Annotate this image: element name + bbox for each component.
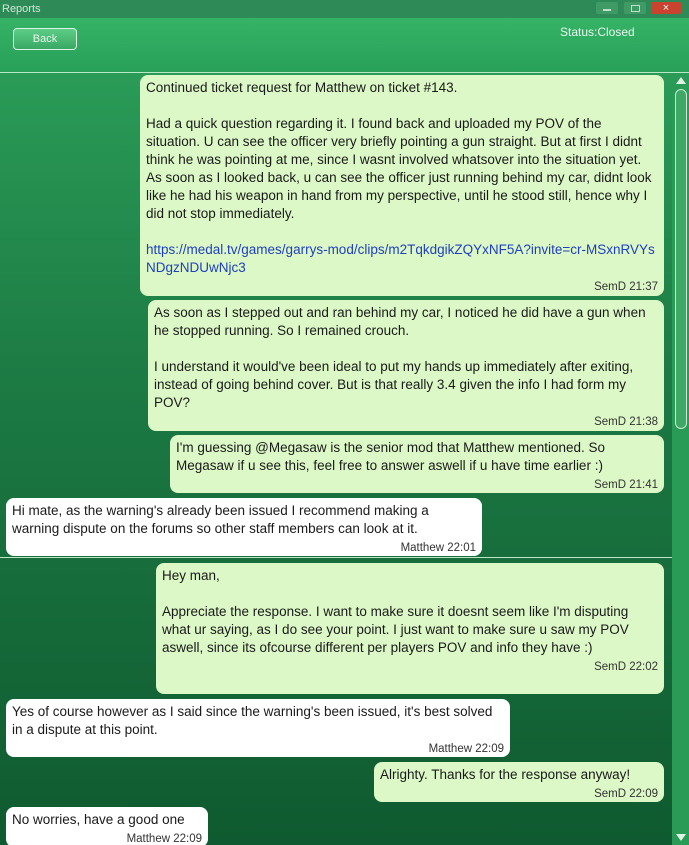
scroll-down-icon[interactable] bbox=[676, 834, 686, 841]
message-meta: Matthew 22:09 bbox=[126, 833, 202, 845]
message-bubble bbox=[6, 807, 208, 845]
message-meta: SemD 21:41 bbox=[594, 479, 658, 491]
message-text: Alrighty. Thanks for the response anyway! bbox=[380, 767, 631, 782]
message-text: Hi mate, as the warning's already been issued I recommend making a warning dispute on the forums so other staff members can look at it. bbox=[12, 503, 433, 536]
divider bbox=[0, 557, 672, 558]
message-bubble bbox=[6, 498, 482, 556]
back-button[interactable]: Back bbox=[13, 28, 77, 50]
message-text: As soon as I stepped out and ran behind my car, I noticed he did have a gun when he stopped running. So I remained crouch. I understand it would've been ideal to put my hands up immediately after exiting, instead of going behind cover. But is that really 3.4 given the info I had form my POV? bbox=[154, 305, 646, 410]
message-meta: SemD 21:37 bbox=[594, 281, 658, 293]
message-text: Hey man, Appreciate the response. I want to make sure it doesnt seem like I'm disputing what ur saying, as I do see your point. I just want to make sure u saw my POV aswell, since its ofcourse different per players POV and info they have :) bbox=[162, 568, 629, 655]
message-meta: SemD 21:38 bbox=[594, 416, 658, 428]
message-text: Continued ticket request for Matthew on ticket #143. Had a quick question regarding it. I found back and uploaded my POV of the situation. U can see the officer very briefly pointing a gun straight. But at first I didnt think he was pointing at me, since I wasnt involved whatsover into the situation yet. As soon as I looked back, u can see the officer just running behind my car, didnt look like he had his weapon in hand from my perspective, until he stood still, hence why I did not stop immediately. bbox=[146, 80, 652, 221]
minimize-icon[interactable] bbox=[596, 2, 618, 14]
message-meta: Matthew 22:01 bbox=[400, 542, 476, 554]
message-meta: Matthew 22:09 bbox=[428, 743, 504, 755]
header-bar bbox=[0, 18, 689, 73]
message-bubble bbox=[156, 563, 664, 694]
scroll-thumb[interactable] bbox=[675, 89, 687, 429]
message-bubble bbox=[6, 699, 510, 757]
message-link[interactable]: https://medal.tv/games/garrys-mod/clips/m2TqkdgikZQYxNF5A?invite=cr-MSxnRVYsNDgzNDUwNjc3 bbox=[146, 242, 655, 275]
window-title: Reports bbox=[2, 3, 41, 15]
status-label: Status:Closed bbox=[560, 25, 635, 39]
chat-area[interactable] bbox=[0, 73, 672, 845]
message-meta: SemD 22:02 bbox=[594, 661, 658, 673]
message-text: I'm guessing @Megasaw is the senior mod that Matthew mentioned. So Megasaw if u see this, feel free to answer aswell if u have time earlier :) bbox=[176, 440, 609, 473]
message-text: No worries, have a good one bbox=[12, 812, 185, 827]
message-bubble bbox=[170, 435, 664, 493]
message-bubble bbox=[148, 300, 664, 431]
maximize-icon[interactable] bbox=[624, 2, 646, 14]
close-icon[interactable]: × bbox=[651, 2, 681, 14]
message-bubble bbox=[140, 75, 664, 296]
scrollbar[interactable] bbox=[672, 73, 689, 845]
message-bubble bbox=[374, 762, 664, 802]
scroll-up-icon[interactable] bbox=[676, 77, 686, 84]
title-bar bbox=[0, 0, 689, 18]
message-text: Yes of course however as I said since the warning's been issued, it's best solved in a dispute at this point. bbox=[12, 704, 497, 737]
message-meta: SemD 22:09 bbox=[594, 788, 658, 800]
